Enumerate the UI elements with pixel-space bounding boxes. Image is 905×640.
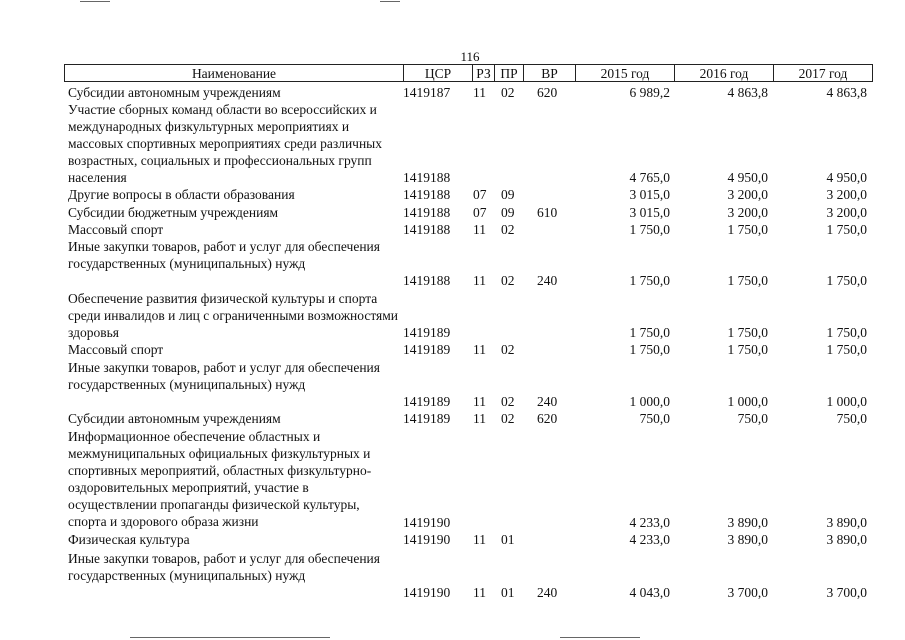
row-name: Обеспечение развития физической культуры и спорта среди инвалидов и лиц с ограниченными возможностями здоровья — [68, 291, 399, 340]
row-csr: 1419189 — [403, 342, 451, 357]
row-2015: 4 765,0 — [629, 170, 670, 185]
row-2015: 1 750,0 — [629, 325, 670, 340]
row-2017: 3 200,0 — [826, 187, 867, 202]
row-name: Иные закупки товаров, работ и услуг для обеспечения государственных (муниципальных) нужд — [68, 239, 380, 271]
header-2017: 2017 год — [798, 66, 848, 81]
row-2017: 1 750,0 — [826, 342, 867, 357]
row-rz: 07 — [473, 205, 487, 220]
table-row — [0, 204, 905, 221]
row-rz: 11 — [473, 85, 486, 100]
table-row — [0, 101, 905, 186]
table-row — [0, 410, 905, 427]
row-csr: 1419189 — [403, 325, 451, 340]
row-2016: 4 863,8 — [727, 85, 768, 100]
row-2017: 1 750,0 — [826, 325, 867, 340]
row-2016: 1 000,0 — [727, 394, 768, 409]
row-csr: 1419188 — [403, 273, 451, 288]
row-csr: 1419188 — [403, 187, 451, 202]
row-2015: 1 750,0 — [629, 222, 670, 237]
row-2017: 750,0 — [836, 411, 867, 426]
row-2017: 3 890,0 — [826, 515, 867, 530]
row-2017: 4 950,0 — [826, 170, 867, 185]
row-name: Субсидии бюджетным учреждениям — [68, 205, 279, 220]
row-2017: 1 750,0 — [826, 273, 867, 288]
row-name: Физическая культура — [68, 532, 190, 547]
row-pr: 02 — [501, 411, 515, 426]
scan-edge-mark — [130, 637, 330, 638]
row-2016: 3 200,0 — [727, 187, 768, 202]
row-name: Информационное обеспечение областных и межмуниципальных официальных физкультурных и спортивных мероприятий, областных физкультурно-оздоровительных мероприятий, участие в осуществлении пропаганды физической культуры, спорта и здорового образа жизни — [68, 429, 372, 529]
row-2017: 4 863,8 — [826, 85, 867, 100]
row-name: Иные закупки товаров, работ и услуг для обеспечения государственных (муниципальных) нужд — [68, 360, 380, 392]
page-number: 116 — [460, 49, 480, 64]
row-pr: 01 — [501, 532, 515, 547]
row-2015: 4 233,0 — [629, 515, 670, 530]
row-pr: 02 — [501, 85, 515, 100]
row-pr: 02 — [501, 394, 515, 409]
header-2016: 2016 год — [699, 66, 749, 81]
row-csr: 1419190 — [403, 515, 451, 530]
row-2016: 3 700,0 — [727, 585, 768, 600]
row-csr: 1419190 — [403, 532, 451, 547]
scan-edge-mark — [80, 1, 110, 2]
row-2017: 3 890,0 — [826, 532, 867, 547]
table-row — [0, 290, 905, 341]
row-name: Субсидии автономным учреждениям — [68, 85, 281, 100]
row-2015: 750,0 — [639, 411, 670, 426]
row-csr: 1419188 — [403, 205, 451, 220]
table-row — [0, 238, 905, 289]
row-2015: 3 015,0 — [629, 187, 670, 202]
table-row — [0, 550, 905, 601]
row-2016: 3 890,0 — [727, 515, 768, 530]
scan-edge-mark — [380, 1, 400, 2]
row-pr: 09 — [501, 205, 515, 220]
row-2016: 1 750,0 — [727, 325, 768, 340]
row-2015: 1 000,0 — [629, 394, 670, 409]
scan-edge-mark — [560, 637, 640, 638]
header-2015: 2015 год — [600, 66, 650, 81]
row-rz: 11 — [473, 342, 486, 357]
row-vr: 240 — [537, 394, 558, 409]
table-row — [0, 341, 905, 358]
row-vr: 620 — [537, 85, 558, 100]
row-2016: 3 890,0 — [727, 532, 768, 547]
table-row — [0, 84, 905, 101]
row-rz: 11 — [473, 532, 486, 547]
row-pr: 01 — [501, 585, 515, 600]
row-rz: 11 — [473, 394, 486, 409]
header-name: Наименование — [191, 66, 277, 81]
row-name: Иные закупки товаров, работ и услуг для обеспечения государственных (муниципальных) нужд — [68, 551, 380, 583]
row-2016: 1 750,0 — [727, 273, 768, 288]
row-csr: 1419188 — [403, 170, 451, 185]
row-name: Другие вопросы в области образования — [68, 187, 295, 202]
table-row — [0, 531, 905, 548]
row-2017: 3 700,0 — [826, 585, 867, 600]
row-2015: 1 750,0 — [629, 273, 670, 288]
header-pr: ПР — [500, 66, 518, 81]
row-2017: 1 000,0 — [826, 394, 867, 409]
row-2015: 1 750,0 — [629, 342, 670, 357]
row-2016: 1 750,0 — [727, 222, 768, 237]
row-2016: 4 950,0 — [727, 170, 768, 185]
header-csr: ЦСР — [424, 66, 452, 81]
row-vr: 620 — [537, 411, 558, 426]
row-2016: 3 200,0 — [727, 205, 768, 220]
row-rz: 07 — [473, 187, 487, 202]
row-rz: 11 — [473, 222, 486, 237]
header-rz: РЗ — [476, 66, 491, 81]
row-csr: 1419189 — [403, 411, 451, 426]
row-2016: 1 750,0 — [727, 342, 768, 357]
row-pr: 02 — [501, 222, 515, 237]
table-row — [0, 428, 905, 531]
row-vr: 240 — [537, 273, 558, 288]
row-rz: 11 — [473, 585, 486, 600]
row-2017: 3 200,0 — [826, 205, 867, 220]
row-2017: 1 750,0 — [826, 222, 867, 237]
row-csr: 1419189 — [403, 394, 451, 409]
row-rz: 11 — [473, 411, 486, 426]
table-row — [0, 221, 905, 238]
row-2016: 750,0 — [737, 411, 768, 426]
row-vr: 610 — [537, 205, 558, 220]
row-csr: 1419188 — [403, 222, 451, 237]
header-vr: ВР — [541, 66, 558, 81]
row-name: Участие сборных команд области во всероссийских и международных физкультурных мероприятиях и массовых спортивных мероприятиях среди различных возрастных, социальных и профессиональных групп населения — [68, 102, 383, 185]
row-2015: 3 015,0 — [629, 205, 670, 220]
row-csr: 1419190 — [403, 585, 451, 600]
row-pr: 02 — [501, 273, 515, 288]
row-name: Массовый спорт — [68, 342, 164, 357]
row-name: Субсидии автономным учреждениям — [68, 411, 281, 426]
row-2015: 4 233,0 — [629, 532, 670, 547]
table-row — [0, 186, 905, 203]
row-2015: 4 043,0 — [629, 585, 670, 600]
row-rz: 11 — [473, 273, 486, 288]
row-pr: 09 — [501, 187, 515, 202]
row-vr: 240 — [537, 585, 558, 600]
row-2015: 6 989,2 — [629, 85, 670, 100]
table-row — [0, 359, 905, 410]
row-name: Массовый спорт — [68, 222, 164, 237]
row-csr: 1419187 — [403, 85, 451, 100]
row-pr: 02 — [501, 342, 515, 357]
